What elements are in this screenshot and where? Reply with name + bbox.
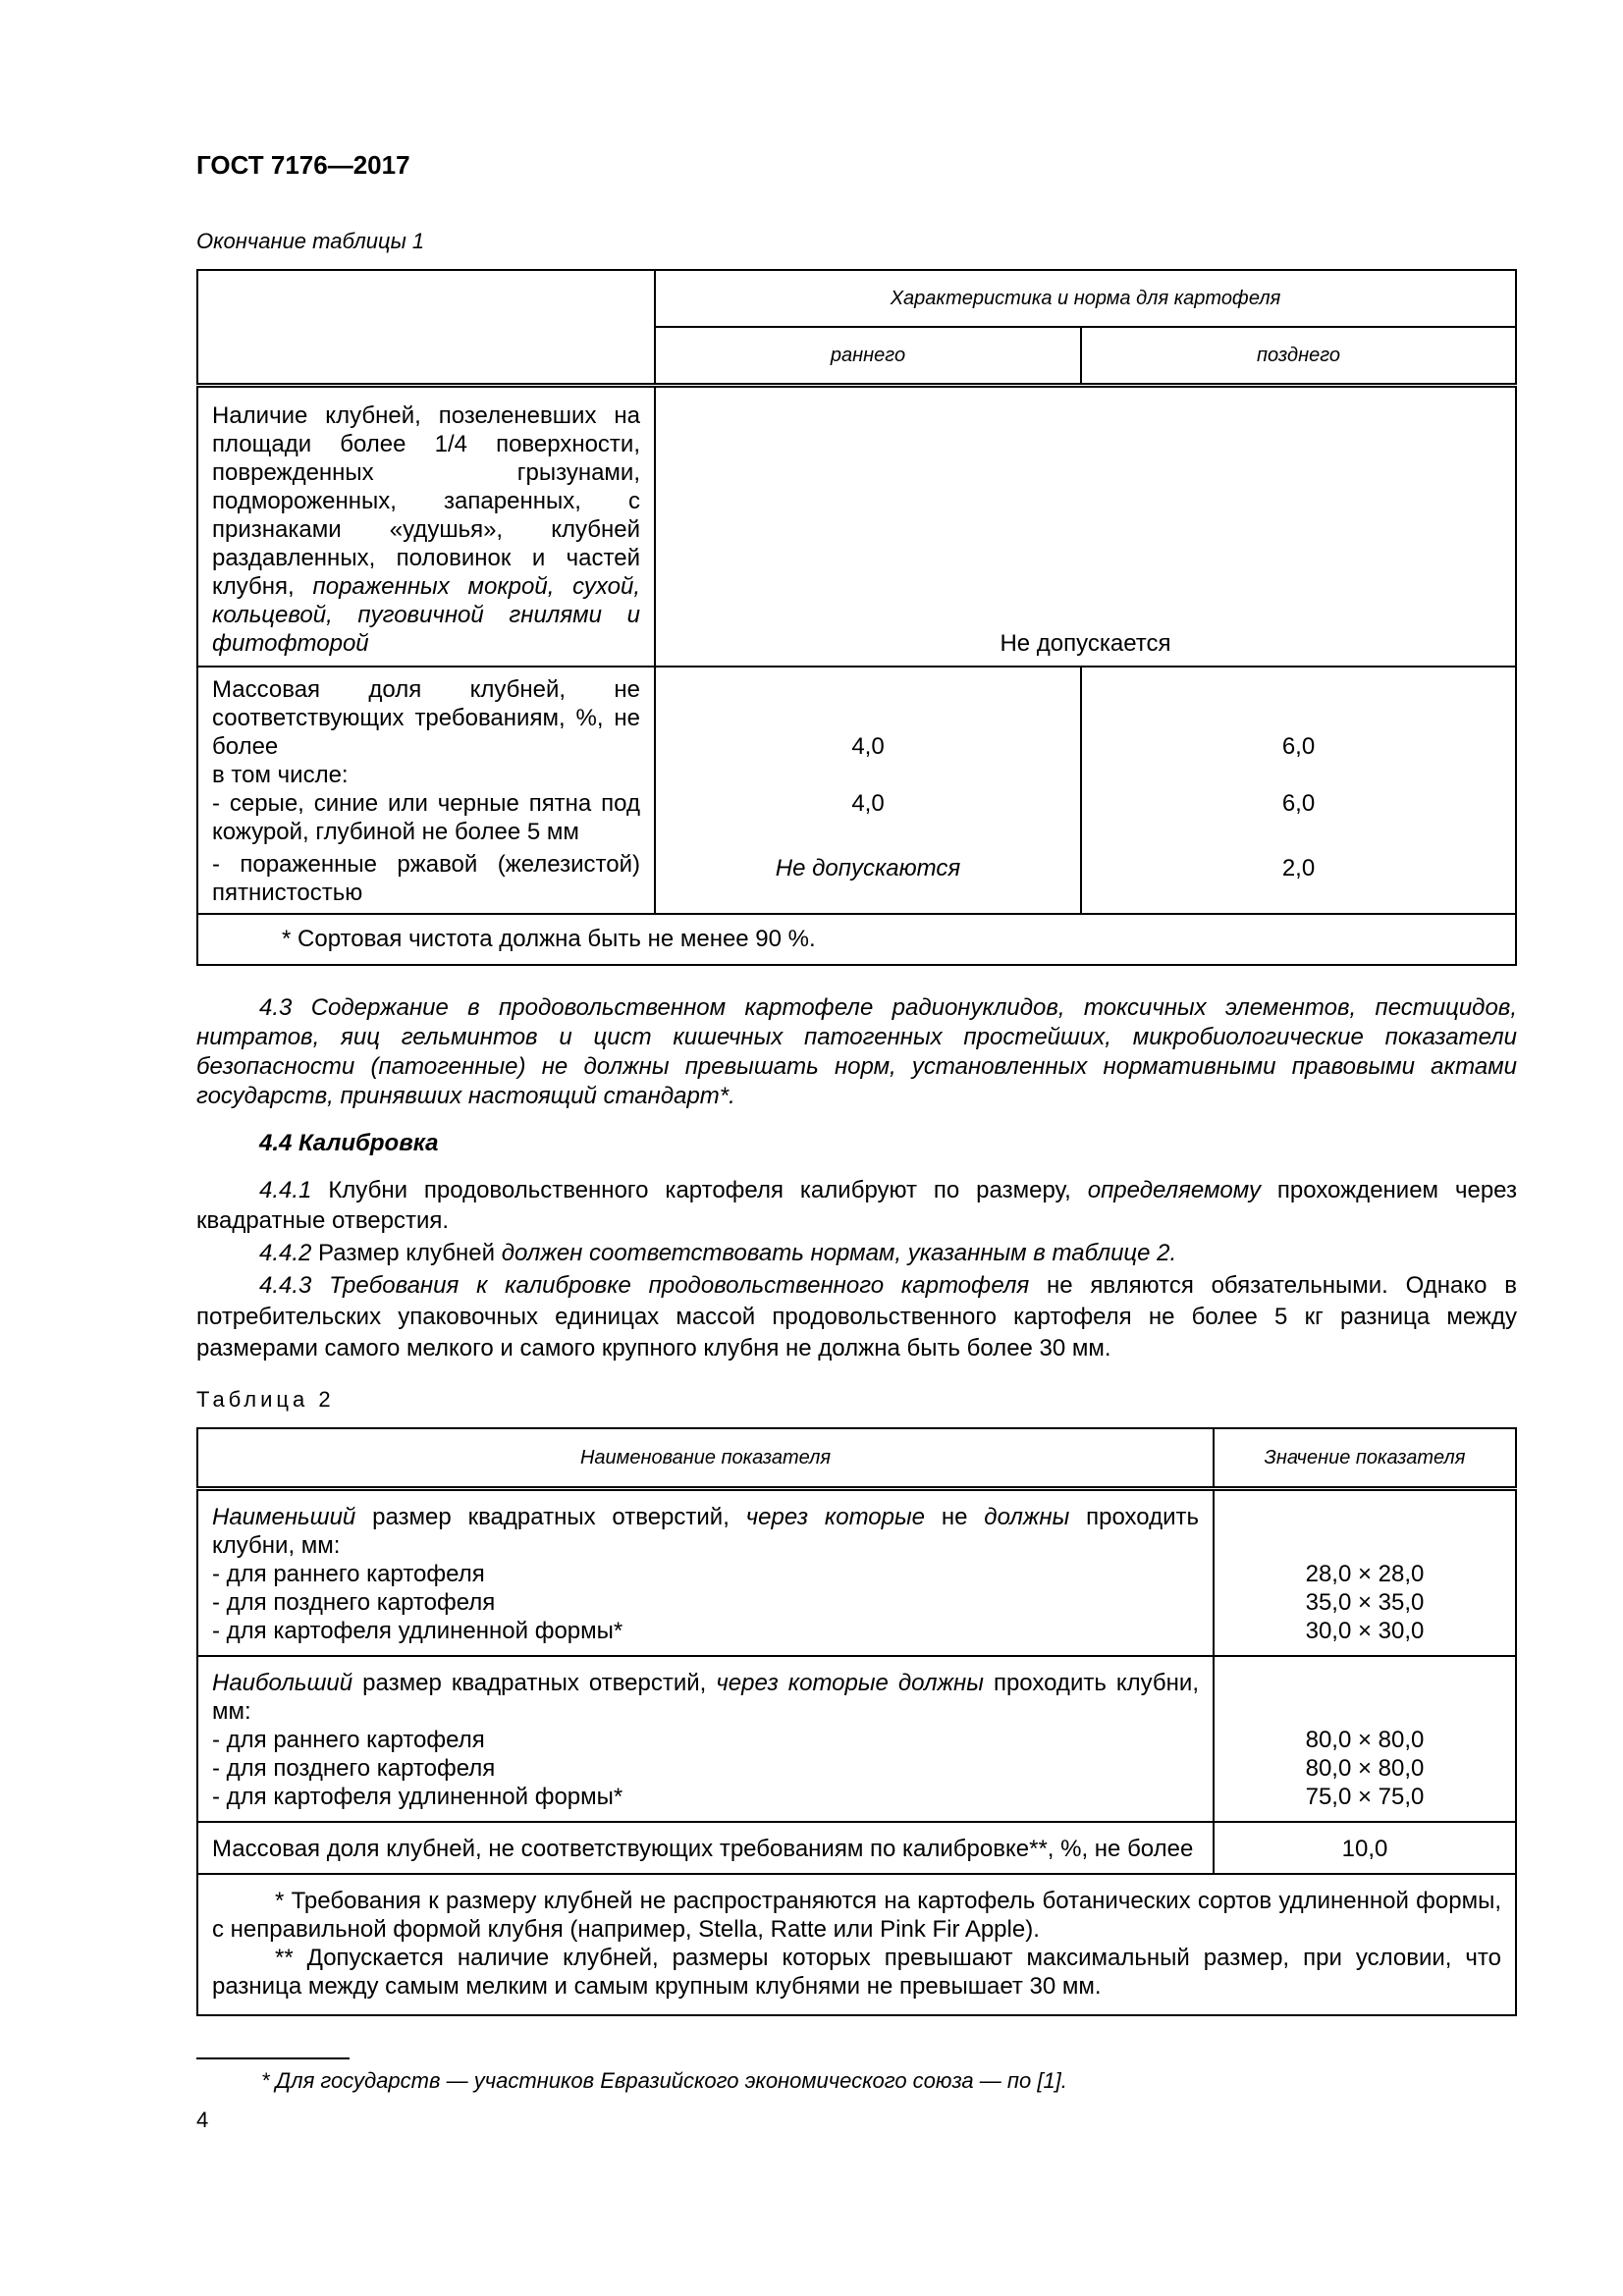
paragraph-4-3: 4.3 Содержание в продовольственном картофеле радионуклидов, токсичных элементов, пестицидов, нитратов, яиц гельминтов и цист кишечных патогенных простейших, микробиологические показатели безопасности (патогенные) не должны превышать норм, установленных нормативными правовыми актами государств, принявших настоящий стандарт*. [196,994,1517,1109]
list-item: - для раннего картофеля [212,1727,485,1753]
table-header-empty [197,270,655,386]
value-late: 6,0 [1281,790,1316,817]
value-early: 4,0 [851,790,885,817]
section-heading-4-4: 4.4 Калибровка [259,1130,439,1156]
table-header-value: Значение показателя [1214,1428,1516,1489]
table-header-name: Наименование показателя [197,1428,1214,1489]
value-late: 6,0 [1281,733,1316,760]
value: 80,0 × 80,0 [1305,1755,1425,1782]
row-value: Не допускается [655,386,1516,667]
value: 35,0 × 35,0 [1305,1589,1425,1616]
value-late: 2,0 [1281,855,1316,881]
document-id: ГОСТ 7176—2017 [196,150,410,180]
table-row [197,667,1516,914]
row-label: в том числе: [212,762,349,788]
paragraph-4-4-3: 4.4.3 Требования к калибровке продовольственного картофеля не являются обязательными. Однако в потребительских упаковочных единицах массой продовольственного картофеля не более 5 кг разница между размерами самого мелкого и самого крупного клубня не должна быть более 30 мм. [196,1272,1517,1362]
paragraph-4-4-1: 4.4.1 Клубни продовольственного картофеля калибруют по размеру, определяемому прохождением через квадратные отверстия. [196,1177,1517,1234]
value: 30,0 × 30,0 [1305,1618,1425,1644]
table-header: Характеристика и норма для картофеля [655,270,1516,327]
table-2 [196,1427,1517,2016]
paragraph-4-4-2: 4.4.2 Размер клубней должен соответствовать нормам, указанным в таблице 2. [259,1240,1177,1266]
list-item: - для позднего картофеля [212,1589,496,1616]
value-early: 4,0 [851,733,885,760]
table-2-caption: Таблица 2 [196,1387,335,1412]
row-label: Массовая доля клубней, не соответствующих требованиям по калибровке**, %, не более [197,1822,1214,1874]
list-item: - для позднего картофеля [212,1755,496,1782]
row-label: - серые, синие или черные пятна под кожурой, глубиной не более 5 мм [212,790,640,845]
table-row [197,1822,1516,1874]
footnote-divider [196,2057,350,2059]
table-note: ** Допускается наличие клубней, размеры которых превышают максимальный размер, при условии, что разница между самым мелким и самым крупным клубнями не превышает 30 мм. [212,1945,1501,2000]
value-early: Не допускаются [775,855,961,881]
table-row: Наибольший размер квадратных отверстий, через которые должны проходить клубни, мм: - для раннего картофеля - для позднего картофеля - для картофеля удлиненной формы* 80,0 × 80,0 80,0 × 80,0 75,0 × 75,0 [197,1656,1516,1822]
table-note: * Сортовая чистота должна быть не менее 90 %. [197,914,1516,965]
list-item: - для картофеля удлиненной формы* [212,1784,623,1810]
list-item: - для картофеля удлиненной формы* [212,1618,623,1644]
value: 75,0 × 75,0 [1305,1784,1425,1810]
value: 10,0 [1214,1822,1516,1874]
page-number: 4 [196,2108,209,2132]
value: 28,0 × 28,0 [1305,1561,1425,1587]
row-label: - пораженные ржавой (железистой) пятнистостью [212,851,640,906]
table-note: * Требования к размеру клубней не распространяются на картофель ботанических сортов удлиненной формы, с неправильной формой клубня (например, Stella, Ratte или Pink Fir Apple). [212,1888,1501,1943]
table-continuation-label: Окончание таблицы 1 [196,229,425,253]
row-label: Наличие клубней, позеленевших на площади более 1/4 поверхности, поврежденных грызунами, подмороженных, запаренных, с признаками «удушья», клубней раздавленных, половинок и частей клубня, [212,402,640,600]
footnote: * Для государств — участников Евразийского экономического союза — по [1]. [261,2068,1067,2093]
value: 80,0 × 80,0 [1305,1727,1425,1753]
row-label: Массовая доля клубней, не соответствующих требованиям, %, не более [212,676,640,760]
table-header-late: позднего [1081,327,1516,386]
table-header-early: раннего [655,327,1081,386]
table-1 [196,269,1517,966]
list-item: - для раннего картофеля [212,1561,485,1587]
table-row [197,386,1516,667]
row-label-italic: пораженных мокрой, сухой, кольцевой, пуговичной гнилями и фитофторой [212,573,641,657]
table-row: Наименьший размер квадратных отверстий, через которые не должны проходить клубни, мм: - для раннего картофеля - для позднего картофеля - для картофеля удлиненной формы* 28,0 × 28,0 35,0 × 35,0 30,0 × 30,0 [197,1489,1516,1657]
